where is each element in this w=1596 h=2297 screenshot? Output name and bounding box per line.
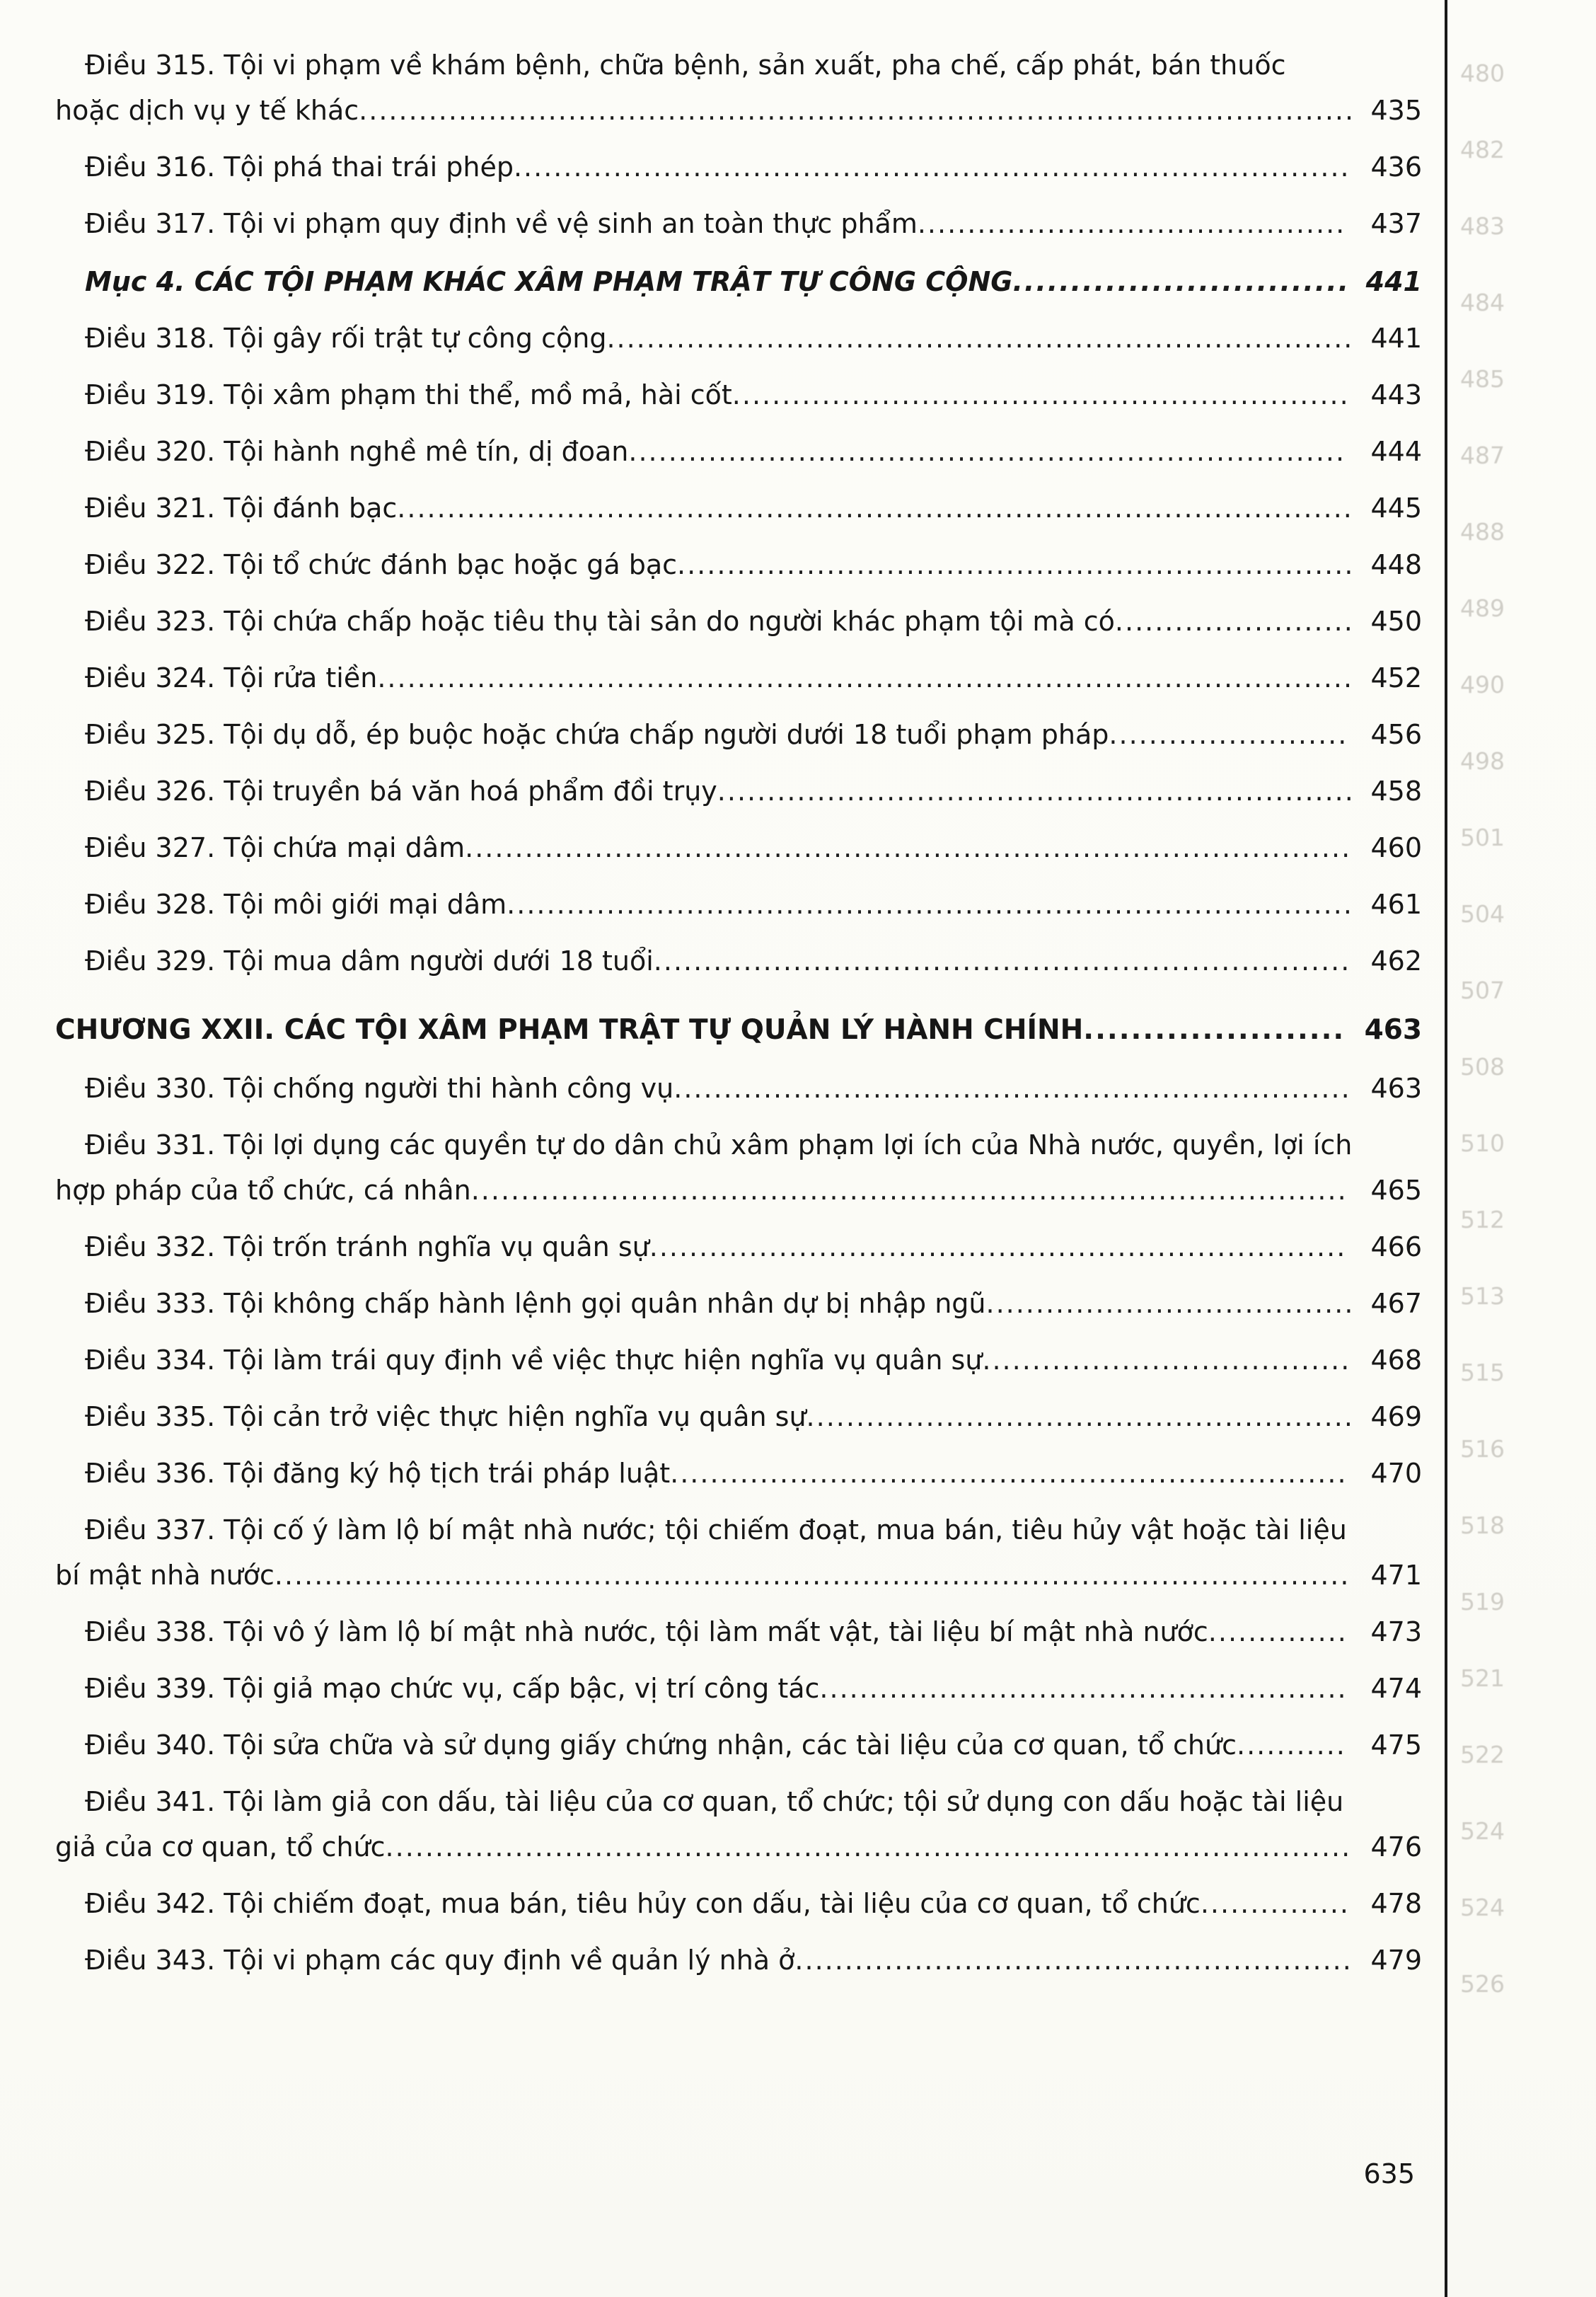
toc-entry-label: Điều 332. Tội trốn tránh nghĩa vụ quân sự [85, 1231, 649, 1262]
bleedthrough-number: 489 [1460, 594, 1505, 622]
toc-entry [55, 768, 1422, 814]
bleedthrough-number: 485 [1460, 365, 1505, 393]
dot-leader: ............................. [1012, 266, 1351, 297]
dot-leader: ........................................................................... [606, 323, 1354, 354]
bleedthrough-number: 507 [1460, 977, 1505, 1004]
toc-entry-page: 473 [1370, 1616, 1422, 1647]
dot-leader: ........................ [1109, 719, 1348, 750]
bleedthrough-number: 522 [1460, 1741, 1505, 1768]
bleedthrough-number: 513 [1460, 1282, 1505, 1310]
toc-entry-page: 458 [1370, 776, 1422, 807]
toc-entry-label: Điều 315. Tội vi phạm về khám bệnh, chữa bệnh, sản xuất, pha chế, cấp phát, bán thuốc hoặc dịch vụ y tế khác [55, 50, 1286, 126]
dot-leader: .................................................................................................. [377, 662, 1354, 693]
toc-entry-page: 456 [1370, 719, 1422, 750]
toc-entry-label: Điều 339. Tội giả mạo chức vụ, cấp bậc, vị trí công tác [85, 1673, 820, 1704]
bleedthrough-number: 519 [1460, 1588, 1505, 1616]
toc-entry-label: Điều 321. Tội đánh bạc [85, 493, 398, 524]
toc-entry-page: 452 [1370, 662, 1422, 693]
toc-entry-label: Điều 324. Tội rửa tiền [85, 662, 378, 693]
toc-entry-label: CHƯƠNG XXII. CÁC TỘI XÂM PHẠM TRẬT TỰ QUẢN LÝ HÀNH CHÍNH [55, 1014, 1084, 1046]
dot-leader: ......................................................................................... [465, 832, 1352, 863]
toc-entry [55, 1938, 1422, 1983]
dot-leader: ........... [1237, 1729, 1346, 1761]
toc-entry-label: Điều 329. Tội mua dâm người dưới 18 tuổi [85, 945, 654, 977]
toc-entry-page: 444 [1370, 436, 1422, 467]
toc-entry-page: 443 [1370, 379, 1422, 410]
toc-entry-page: 467 [1370, 1288, 1422, 1319]
toc-entry-page: 435 [1370, 95, 1422, 126]
toc-entry [55, 1881, 1422, 1926]
toc-entry-page: 460 [1370, 832, 1422, 863]
dot-leader: ..................................... [982, 1345, 1351, 1376]
dot-leader: ..................................................................................... [507, 889, 1353, 920]
dot-leader: ...................................................................... [649, 1231, 1347, 1262]
toc-entry-page: 441 [1365, 266, 1422, 297]
toc-entry-page: 475 [1370, 1729, 1422, 1761]
dot-leader: .................................................................... [673, 1073, 1351, 1104]
toc-entry-page: 436 [1370, 151, 1422, 183]
bleedthrough-number: 515 [1460, 1359, 1505, 1386]
dot-leader: .................................................................................................... [359, 95, 1355, 126]
toc-entry [55, 599, 1422, 644]
dot-leader: ...................................................................... [653, 945, 1351, 977]
bleedthrough-number: 518 [1460, 1512, 1505, 1539]
bleedthrough-number: 512 [1460, 1206, 1505, 1233]
bleedthrough-number: 510 [1460, 1129, 1505, 1157]
toc-entry-page: 470 [1370, 1458, 1422, 1489]
toc-entry-page: 469 [1370, 1401, 1422, 1432]
dot-leader: ........................................................................................ [470, 1175, 1348, 1206]
dot-leader: ........................................... [917, 208, 1346, 239]
toc-entry-label: Điều 325. Tội dụ dỗ, ép buộc hoặc chứa chấp người dưới 18 tuổi phạm pháp [85, 719, 1109, 750]
toc-entry-page: 445 [1370, 493, 1422, 524]
toc-entry [55, 1122, 1422, 1213]
toc-entry-page: 462 [1370, 945, 1422, 977]
toc-entry-page: 468 [1370, 1345, 1422, 1376]
dot-leader: ........................................................ [794, 1945, 1353, 1976]
toc-entry-label: Điều 338. Tội vô ý làm lộ bí mật nhà nước, tội làm mất vật, tài liệu bí mật nhà nước [85, 1616, 1208, 1647]
toc-entry [55, 882, 1422, 927]
dot-leader: ..................................... [985, 1288, 1355, 1319]
bleedthrough-number: 498 [1460, 747, 1505, 775]
toc-entry [55, 1451, 1422, 1496]
toc-entry-page: 461 [1370, 889, 1422, 920]
toc-entry [55, 1224, 1422, 1270]
toc-entry [55, 1722, 1422, 1768]
toc-entry [55, 372, 1422, 418]
bleedthrough-number: 516 [1460, 1435, 1505, 1463]
page-edge-rule [1445, 0, 1447, 2297]
bleedthrough-number: 524 [1460, 1894, 1505, 1921]
bleedthrough-number: 482 [1460, 136, 1505, 163]
bleedthrough-number: 484 [1460, 289, 1505, 316]
toc-entry-label: Điều 319. Tội xâm phạm thi thể, mồ mả, hài cốt [85, 379, 732, 410]
toc-entry [55, 938, 1422, 984]
toc-entry-label: Điều 341. Tội làm giả con dấu, tài liệu của cơ quan, tổ chức; tội sử dụng con dấu hoặc tài liệu giả của cơ quan, tổ chức [55, 1786, 1344, 1863]
bleedthrough-number: 508 [1460, 1053, 1505, 1081]
toc-entry-page: 450 [1370, 606, 1422, 637]
toc-entry [55, 655, 1422, 701]
toc-entry-page: 474 [1370, 1673, 1422, 1704]
dot-leader: ...................... [1083, 1014, 1346, 1046]
toc-entry [55, 42, 1422, 133]
toc-entry [55, 1507, 1422, 1598]
toc-entry-label: Điều 327. Tội chứa mại dâm [85, 832, 466, 863]
toc-entry-page: 476 [1370, 1831, 1422, 1863]
toc-entry [55, 316, 1422, 361]
dot-leader: ........................................................................ [628, 436, 1346, 467]
dot-leader: .............. [1208, 1616, 1348, 1647]
toc-entry-label: Điều 342. Tội chiếm đoạt, mua bán, tiêu hủy con dấu, tài liệu của cơ quan, tổ chức [85, 1888, 1201, 1919]
toc-entry-label: Điều 317. Tội vi phạm quy định về vệ sinh an toàn thực phẩm [85, 208, 918, 239]
bleedthrough-number: 524 [1460, 1817, 1505, 1845]
toc-entry-label: Điều 337. Tội cố ý làm lộ bí mật nhà nước; tội chiếm đoạt, mua bán, tiêu hủy vật hoặc tài liệu bí mật nhà nước [55, 1514, 1347, 1591]
bleedthrough-number: 521 [1460, 1664, 1505, 1692]
bleedthrough-number: 487 [1460, 442, 1505, 469]
toc-entry [55, 825, 1422, 870]
toc-entry-label: Điều 336. Tội đăng ký hộ tịch trái pháp luật [85, 1458, 671, 1489]
toc-entry-label: Điều 326. Tội truyền bá văn hoá phẩm đồi trụy [85, 776, 717, 807]
dot-leader: ........................ [1114, 606, 1354, 637]
toc-entry [55, 259, 1422, 304]
toc-entry [55, 201, 1422, 246]
toc-entry [55, 1666, 1422, 1711]
toc-entry [55, 1066, 1422, 1111]
toc-entry-label: Điều 322. Tội tổ chức đánh bạc hoặc gá bạc [85, 549, 678, 580]
bleedthrough-number: 501 [1460, 824, 1505, 851]
bleedthrough-number: 488 [1460, 518, 1505, 546]
toc-entry-page: 471 [1370, 1560, 1422, 1591]
toc-entry-label: Điều 320. Tội hành nghề mê tín, dị đoan [85, 436, 629, 467]
toc-entry-label: Điều 328. Tội môi giới mại dâm [85, 889, 507, 920]
dot-leader: ................................................................................................. [385, 1831, 1352, 1863]
dot-leader: ............................................................................................................ [274, 1560, 1351, 1591]
toc-list [55, 42, 1422, 1994]
toc-entry [55, 144, 1422, 190]
toc-entry-page: 478 [1370, 1888, 1422, 1919]
toc-entry [55, 542, 1422, 587]
toc-entry [55, 1008, 1422, 1053]
toc-entry-label: Điều 340. Tội sửa chữa và sử dụng giấy chứng nhận, các tài liệu của cơ quan, tổ chức [85, 1729, 1237, 1761]
toc-entry-label: Điều 333. Tội không chấp hành lệnh gọi quân nhân dự bị nhập ngũ [85, 1288, 986, 1319]
bleedthrough-number: 526 [1460, 1970, 1505, 1998]
toc-entry-label: Điều 318. Tội gây rối trật tự công cộng [85, 323, 607, 354]
dot-leader: .................................................................................... [513, 151, 1351, 183]
toc-entry [55, 1779, 1422, 1870]
toc-entry-page: 463 [1364, 1014, 1422, 1046]
toc-entry [55, 429, 1422, 474]
toc-entry-label: Điều 330. Tội chống người thi hành công vụ [85, 1073, 674, 1104]
dot-leader: ............... [1200, 1888, 1351, 1919]
toc-entry-page: 441 [1370, 323, 1422, 354]
toc-entry [55, 485, 1422, 531]
dot-leader: ..................................................... [819, 1673, 1348, 1704]
toc-entry [55, 1337, 1422, 1383]
toc-entry-page: 437 [1370, 208, 1422, 239]
toc-entry-page: 448 [1370, 549, 1422, 580]
toc-entry-label: Điều 316. Tội phá thai trái phép [85, 151, 514, 183]
toc-entry-page: 479 [1370, 1945, 1422, 1976]
toc-entry [55, 1394, 1422, 1439]
toc-entry-page: 466 [1370, 1231, 1422, 1262]
dot-leader: .................................................................... [670, 1458, 1348, 1489]
toc-entry-page: 463 [1370, 1073, 1422, 1104]
dot-leader: ....................................................... [806, 1401, 1354, 1432]
bleedthrough-number: 490 [1460, 671, 1505, 698]
bleedthrough-number: 480 [1460, 59, 1505, 87]
toc-entry [55, 1281, 1422, 1326]
bleedthrough-number: 483 [1460, 212, 1505, 240]
toc-entry-page: 465 [1370, 1175, 1422, 1206]
toc-entry [55, 1609, 1422, 1654]
toc-entry-label: Điều 331. Tội lợi dụng các quyền tự do dân chủ xâm phạm lợi ích của Nhà nước, quyền, lợi ích hợp pháp của tổ chức, cá nhân [55, 1129, 1353, 1206]
bleedthrough-number: 504 [1460, 900, 1505, 928]
toc-entry-label: Điều 323. Tội chứa chấp hoặc tiêu thụ tài sản do người khác phạm tội mà có [85, 606, 1115, 637]
toc-entry [55, 712, 1422, 757]
dot-leader: ................................................................ [717, 776, 1355, 807]
dot-leader: .................................................................... [677, 549, 1355, 580]
toc-entry-label: Điều 335. Tội cản trở việc thực hiện nghĩa vụ quân sự [85, 1401, 806, 1432]
toc-entry-label: Điều 343. Tội vi phạm các quy định về quản lý nhà ở [85, 1945, 795, 1976]
dot-leader: .............................................................. [732, 379, 1350, 410]
toc-entry-label: Điều 334. Tội làm trái quy định về việc thực hiện nghĩa vụ quân sự [85, 1345, 983, 1376]
toc-entry-label: Mục 4. CÁC TỘI PHẠM KHÁC XÂM PHẠM TRẬT TỰ CÔNG CỘNG [85, 266, 1013, 297]
bleedthrough-numbers [1456, 0, 1555, 2297]
dot-leader: ................................................................................................ [397, 493, 1353, 524]
page-number: 635 [1363, 2158, 1415, 2189]
